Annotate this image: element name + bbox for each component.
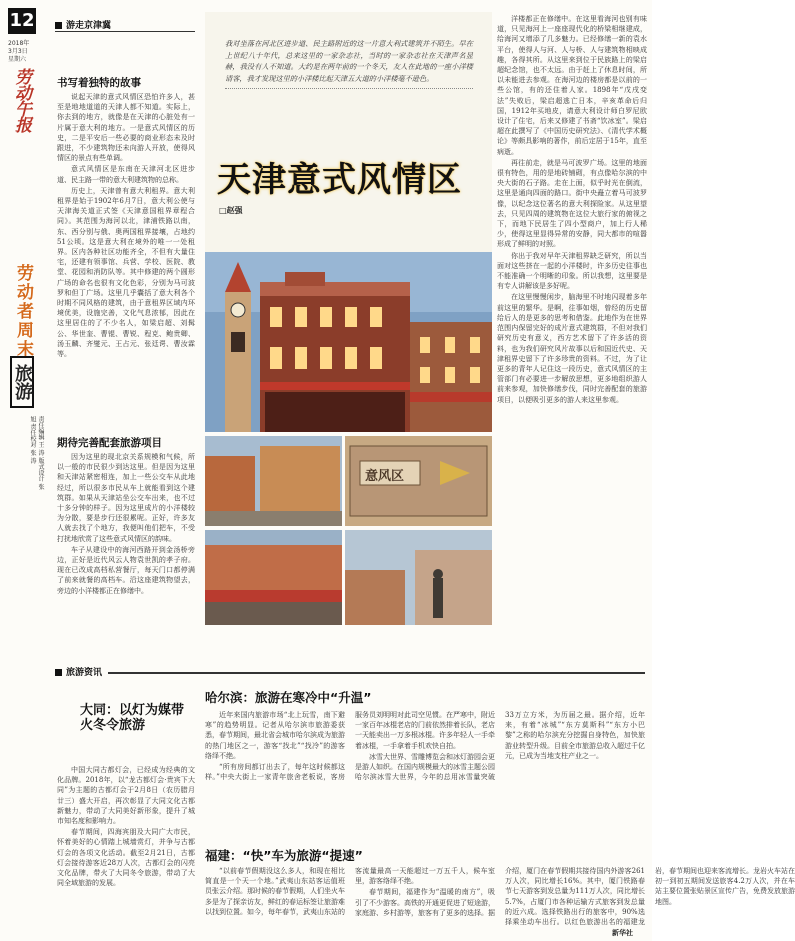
fujian-title: 福建：“快”车为旅游“提速” — [205, 848, 363, 863]
fujian-body: “以前春节假期没这么多人，和现在相比简直是一个天一个地。”武夷山东站客运值班员张云介绍。那时候的春节假期，人们坐火车多是为了探亲访友，鲜红的春运标签让旅游难以找到位置。如今，每年春节，武夷山东站的客流量最高一天能超过一万五千人，候车室里，游客络绎不绝。 春节期间，福建作为“温暖的南方”，吸引了不少游客。高铁的开通更促进了短途游，家庭游、乡村游等，旅客有了更多的选择。据介绍，厦门在春节假期共接待国内外游客261万人次，同比增长16%。其中，厦门铁路春节七天游客到发总量为111万人次，同比增长5.7%，占厦门市各种运输方式旅客到发总量的近六成。选择铁路出行的旅客中，90%选择乘坐动车出行。以红色旅游出名的福建龙岩，春节期间也迎来客流增长。龙岩火车站在初一到初五期间发送旅客4.2万人次，并在车站主要位置张贴景区宣传广告，免费发放旅游地图。 — [205, 867, 795, 927]
section-box: 旅游 — [10, 356, 34, 408]
statue-photo-art — [345, 530, 492, 625]
harbin-title: 哈尔滨：旅游在寒冷中“升温” — [205, 690, 372, 705]
left-article-body-1: 说起天津的意式风情区恐怕许多人，甚至是地地道道的天津人都不知道。实际上，你去到的地方，就像是在天津的心脏处有一片属于意大利的地方。一是意式风情区的历史，二是平安后一些必要的商业形态未及时跟进，不少建筑物还未向游人开放，使得风情区的景点有些单调。 意式风情区是东南在天津河北区进步道、民主路一带的意大利建筑物的总称。 历史上，天津曾有意大利租界。意大利租界是始于1902年6月7日，意大利公使与天津海关道正式签《天津意国租界章程合同》。其范围为海河以北，津浦铁路以南，东、西分别与俄、奥两国租界接壤，占地约51公顷。这是意大利在境外的唯一一处租界。区内各种社区功能齐全，不但有大量住宅，还建有领事馆、兵营、学校、医院、教堂、花园和消防队等。其中修建的两个圆形广场的命名也很有文化色彩，分别为马可波罗和但丁广场。这里几乎囊括了意大利各个时期不同风格的建筑，由于意租界区域内环境优美，设施完善，文化气息浓郁，因此在这里居住的了不少名人，如梁启超、刘髯公、华世奎、曹锟、曹锐、程克、鲍贵卿、汤玉麟、齐燮元、王占元、张廷谔、曹汝霖等。 — [57, 93, 195, 359]
date-weekday: 星期六 — [8, 56, 27, 63]
right-article-body: 洋楼都正在修缮中。在这里看海河也别有味道，只见海河上一座座现代化的桥梁相继建成，给海河又增添了几多魅力。已经修缮一新的袁水平台，使得人与河、人与桥、人与建筑物相映成趣，各得其所。从这里来到位于民族路上的梁启超纪念馆，也不太远。由于赶上了休息时间，所以未能进去参观。在海河边的楼房都是以前的一些公馆，有的还住着人家。1898年“戊戌变法”失败后，梁启超逃亡日本，辛亥革命后归国，1912年买地皮，请意大利设计师白罗尼欧设计了住宅，后来又修建了书斋“饮冰室”。梁启超在此撰写了《中国历史研究法》、《清代学术概论》等颇具影响的著作，前后定居于15年，直至病逝。 再往前走，就是马可波罗广场。这里的地面很有特色，用的是地砖铺砌，有点像哈尔滨的中央大街的石子路。走在上面，似乎时光在倒流，这里是通向四面的路口。街中央矗立着马可波罗像，以纪念这位著名的意大利探险家。从这里望去，只见四周的建筑物在这位大旅行家的俯视之下，而地下民居生了四小型商户，加上行人稀少，使得这里显得异常的安静，同大都市的喧嚣形成了鲜明的对照。 你出于我对早年天津租界缺乏研究，所以当面对这些挤在一起的小洋楼时，许多历史往事也不能准确一个明晰的印象。所以我想，这里要是有专人讲解该是多好呢。 在这里慢慢闲步，脑海里不时地闪现着多年前这里的繁华。是啊，往事如烟，曾经的历史留给后人的是更多的思考和借鉴。此地作为在世界范围内保留完好的成片意式建筑群，不但对我们研究历史有意义，西方艺术留下了许多活的资料，也为我们研究风片故事以后和国近代史、天津租界史留下了许多珍贵的资料。不过，为了让更多的青年人记住这一段历史，意式风情区的主管部门有必要进一步解放思想，更多地组织游人前来参观，加快修缮步伐，同时完善配套的旅游项目，以便吸引更多的游人来这里参观。 — [497, 15, 647, 404]
hero-intro: 我对坐落在河北区进步道、民主路附近的这一片意大利式建筑并不陌生。早在上世纪八十年代，总来这里的一家杂志社，当时的一家杂志社在天津声名显赫，我没有人不知道。大约是在两年前的一个冬天，友人在此地的一座小洋楼请客，我才发现这里的小洋楼比起天津五大道的小洋楼毫不逊色。 — [225, 38, 473, 89]
masthead — [8, 8, 44, 668]
building-illustration — [205, 252, 492, 432]
left-article-heading-1: 书写着独特的故事 — [57, 77, 141, 89]
statue-photo — [345, 530, 492, 625]
left-article-heading-2: 期待完善配套旅游项目 — [57, 437, 162, 449]
square-bullet-icon — [55, 669, 62, 676]
date-year: 2018年 — [8, 40, 30, 47]
hero-title: 天津意式风情区 — [217, 160, 462, 200]
date-day: 3月3日 — [8, 48, 28, 55]
harbin-body: 近年来国内旅游市场“北上玩雪，南下避寒”的趋势明显。记者从哈尔滨市旅游委获悉，春节期间，最北省会城市哈尔滨成为旅游的热门地区之一，游客“找北”“找冷”的游客络绎不绝。 “所有房间都订出去了，每年这时候都这样。”中央大街上一家青年旅舍老板说，客房服务员刘明明对此司空见惯。在严寒中，附近一家百年冰棍老店的门前依然排着长队，老店一天能卖出一万多根冰棍。许多年轻人一手牵着冰棍，一手拿着手机欢快自拍。 冰雪大世界、雪雕博览会和冰灯游园会更是游人如织。在国内规模最大的冰雪主题公园哈尔滨冰雪大世界，今年的总用冰雪量突破33万立方米，为历届之最。据介绍，近年来，有着“冰城”“东方莫斯科”“东方小巴黎”之称的哈尔滨充分挖掘自身特色，加快旅游业转型升级。目前全市旅游总收入超过千亿元，已成为当地支柱产业之一。 — [205, 711, 645, 782]
left-article-body-2: 因为这里的现北京关系规模和气候，所以一般的市民很少到达这里。但是因为这里和天津站紧密相连，加上一些公交车从此地经过，所以很多市民从车上就能看到这个建筑群。如果从天津站坐公交车出来，也不过十多分钟的样子。因为这里成片的小洋楼较为分散，要是步行还很累呢。正好，许多友人就去找了个地方，我便叫他们把车，不受打扰地欣赏了这些意式风情区的韵味。 车子从建设中的海河西路开到金汤桥旁边，正好是近代风云人物袁世凯的孝子府。现在已改成高档私营餐厅，每天门口都停满了前来就餐的高档车。沿这座建筑物望去，旁边的小洋楼都正在修缮中。 — [57, 453, 195, 595]
street-photo-art — [205, 436, 342, 526]
datong-body: 中国大同古都灯会，已经成为经典的文化品牌。2018年，以“龙古都灯会·贵宾下大同”为主题的古都灯会于2月8日（农历腊月廿三）盛大开启，再次彰显了大同文化古都新魅力，带动了大同美好新形象，提升了城市知名度和影响力。 春节期间，四海宾朋及大同广大市民，怀着美好的心情踏上城墙赏灯，并争与古都灯会的各项文化活动。截至2月21日，古都灯会接待游客近28万人次，古都灯会的闪亮文化品牌，带火了大同冬令旅游，带动了大同全域旅游的发展。 — [57, 766, 195, 888]
section-header-info: 旅游资讯 — [55, 665, 108, 678]
hero-byline: □赵强 — [219, 206, 243, 215]
page-number: 12 — [8, 8, 36, 34]
sign-text: 意风区 — [365, 469, 405, 484]
arcade-photo — [205, 530, 342, 625]
hero-feature — [205, 12, 492, 432]
editor-credits: 责任编辑 王 涛 版式设计 张 旭 责任校对 张 涛 — [29, 416, 44, 490]
arcade-photo-art — [205, 530, 342, 625]
info-section-rule — [55, 672, 645, 686]
section-header-travel: 游走京津冀 — [55, 18, 195, 32]
hero-photo — [205, 252, 492, 432]
fujian-credit: 新华社 — [612, 929, 633, 937]
sign-photo — [345, 436, 492, 526]
street-photo — [205, 436, 342, 526]
section-name: 劳动者周末 — [13, 264, 33, 359]
paper-name: 劳动午报 — [11, 68, 31, 132]
datong-title: 大同：以灯为媒带火冬令旅游 — [80, 703, 185, 733]
square-bullet-icon — [55, 22, 62, 29]
